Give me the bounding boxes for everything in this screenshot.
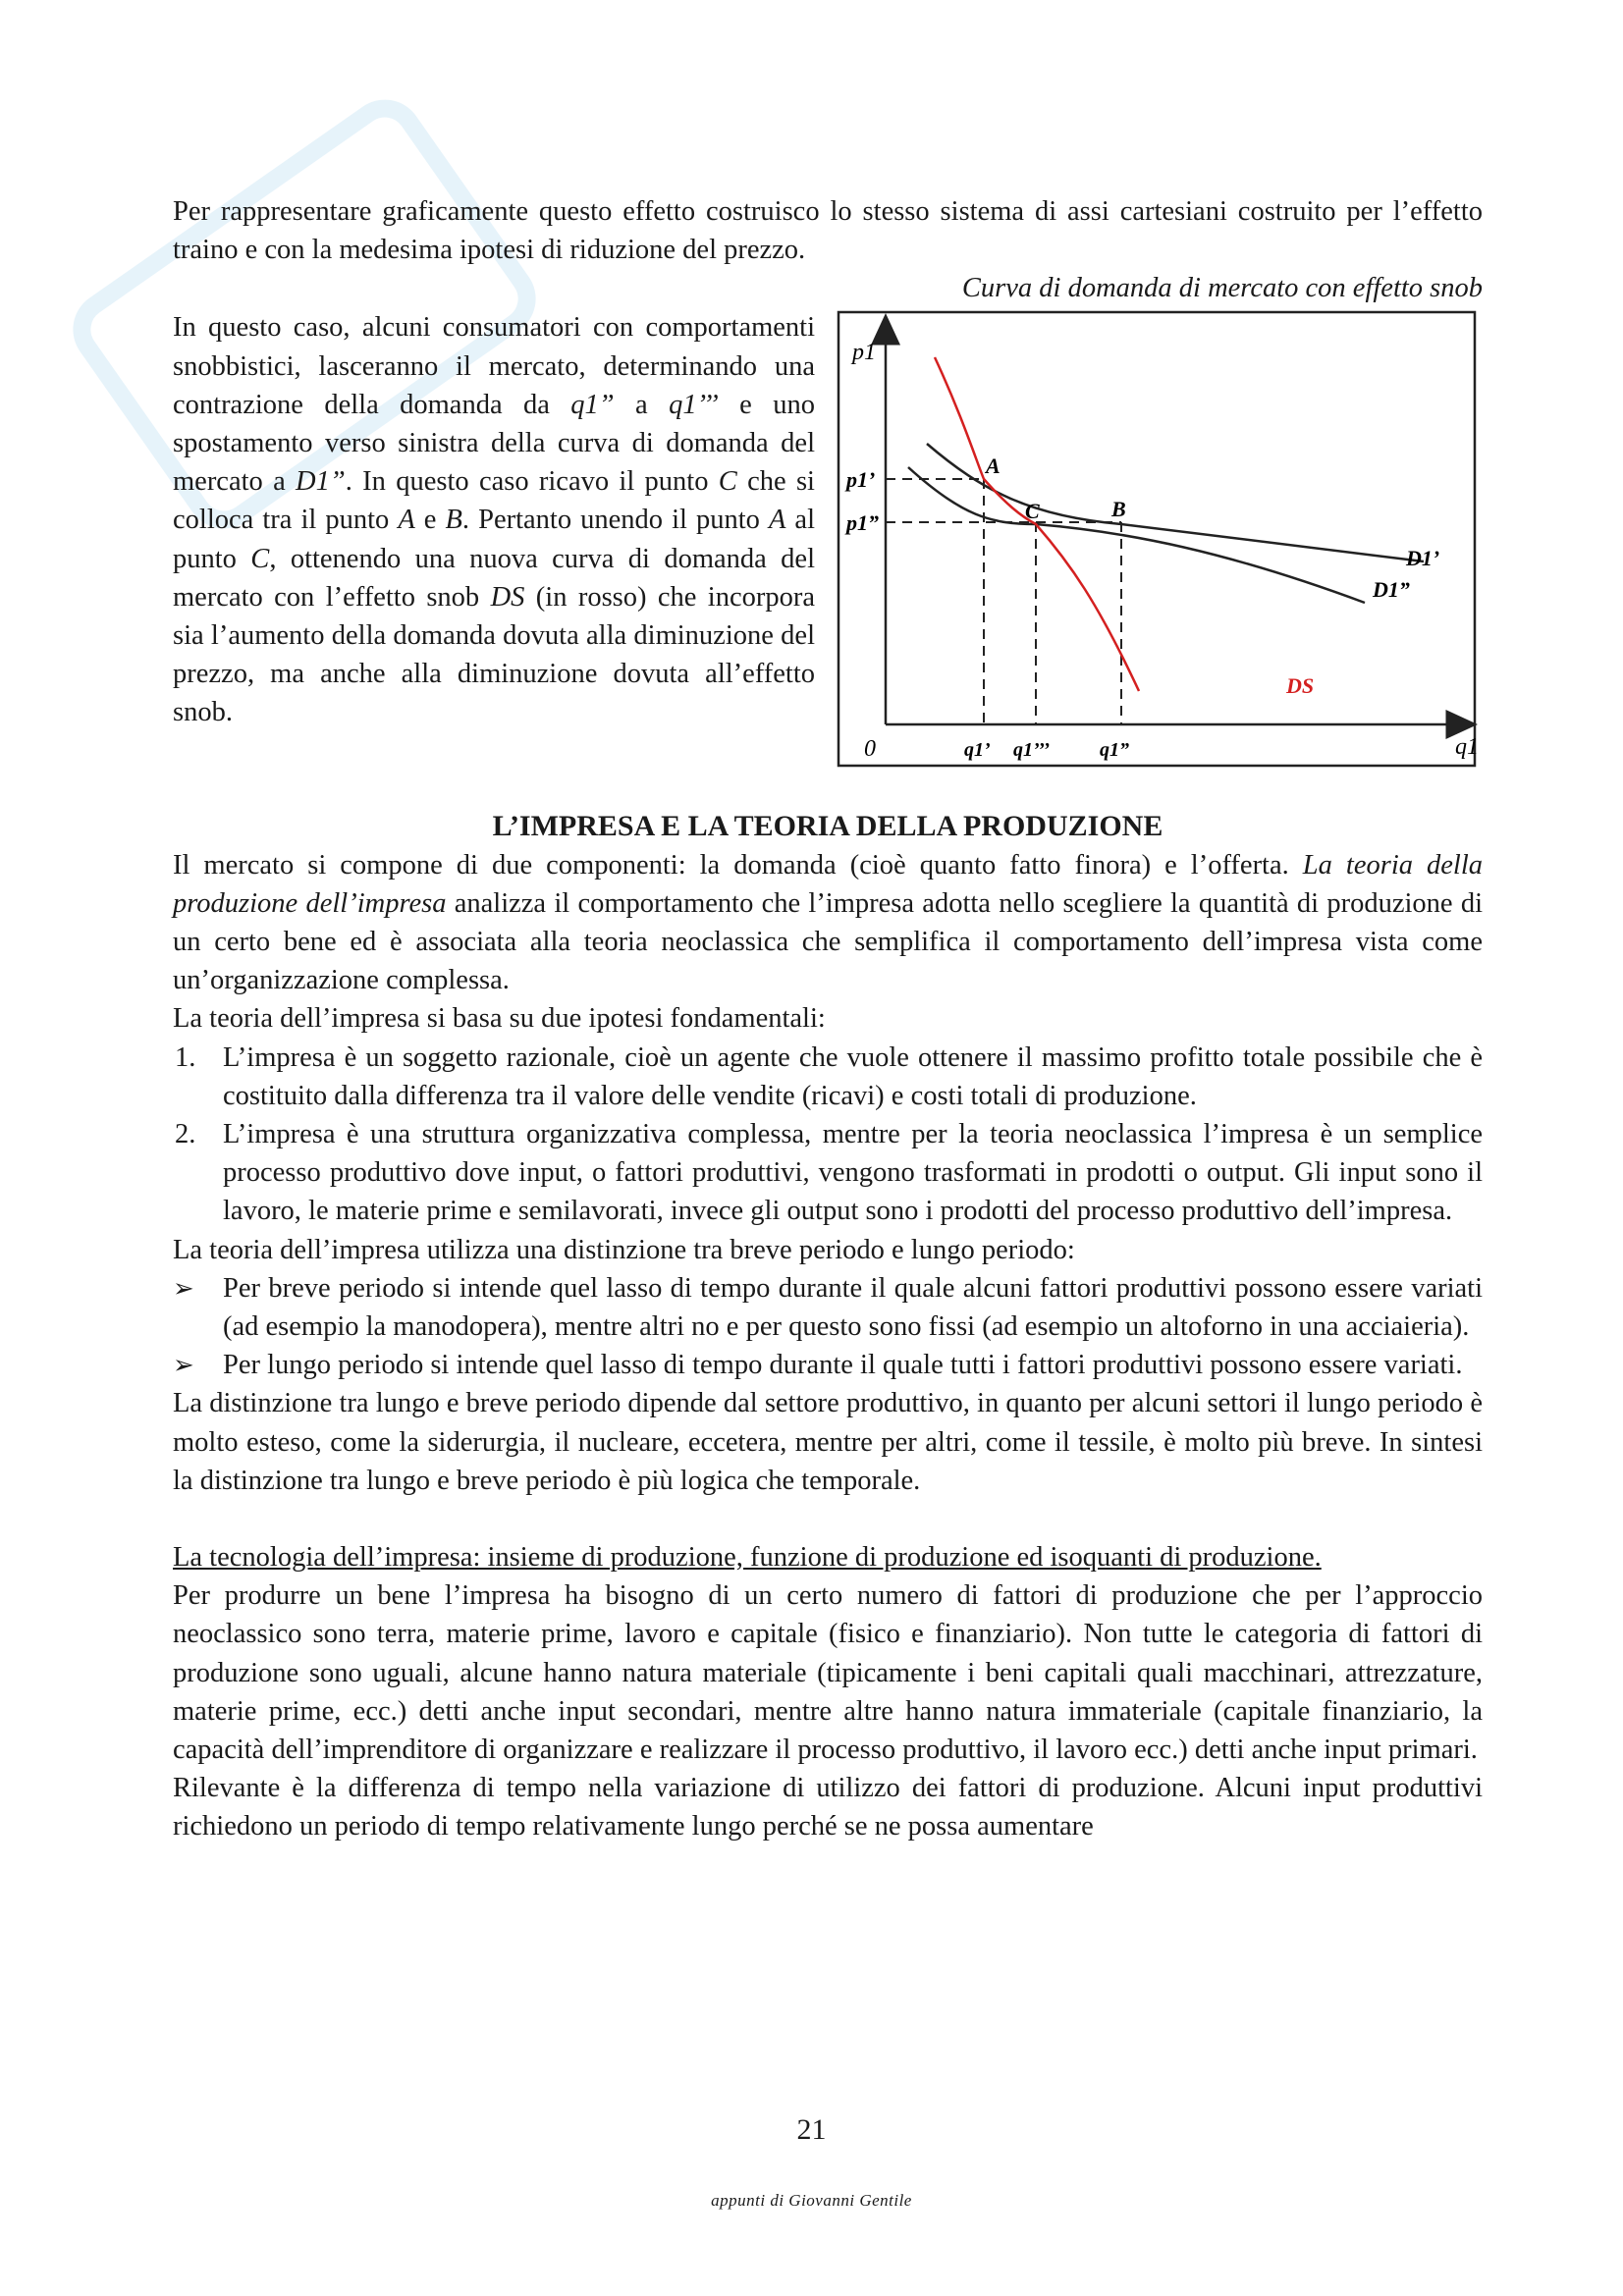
footer-signature: appunti di Giovanni Gentile: [711, 2191, 912, 2210]
price-label-p1second: p1”: [846, 510, 879, 536]
hypotheses-list: [173, 1039, 1483, 1231]
curve-d1-second: [908, 467, 1365, 603]
periods-list: [173, 1269, 1483, 1385]
curve-label-d1-second: D1”: [1373, 577, 1410, 603]
arrow-bullet-icon: ➢: [173, 1351, 194, 1380]
curve-label-ds: DS: [1286, 673, 1315, 699]
y-axis-label: p1: [852, 340, 876, 366]
curve-label-d1-prime: D1’: [1406, 546, 1440, 571]
point-label-c: C: [1025, 499, 1040, 524]
arrow-bullet-icon: ➢: [173, 1273, 194, 1303]
paragraph-period-distinction: La distinzione tra lungo e breve periodo dipende dal settore produttivo, in quanto per alcuni settori il lungo periodo è molto esteso, come la siderurgia, il nucleare, eccetera, mentre per altri, come il tessile, è molto più breve. In sintesi la distinzione tra lungo e breve periodo è più logica che temporale.: [173, 1388, 1483, 1496]
curve-d1-prime: [927, 444, 1424, 561]
chart-svg: [835, 308, 1479, 770]
page-body: [173, 192, 1483, 1846]
quantity-label-q1second: q1”: [1100, 739, 1129, 762]
page-number: 21: [796, 2113, 827, 2146]
chart-frame: [839, 312, 1475, 766]
paragraph-periods-intro: La teoria dell’impresa utilizza una distinzione tra breve periodo e lungo periodo:: [173, 1234, 1075, 1265]
snob-effect-chart: [835, 308, 1479, 770]
subheading-technology: La tecnologia dell’impresa: insieme di produzione, funzione di produzione ed isoquanti di produzione.: [173, 1542, 1322, 1574]
intro-paragraph: Per rappresentare graficamente questo effetto costruisco lo stesso sistema di assi cartesiani costruito per l’effetto traino e con la medesima ipotesi di riduzione del prezzo.: [173, 196, 1483, 266]
origin-label: 0: [864, 736, 876, 763]
figure-caption: Curva di domanda di mercato con effetto snob: [961, 273, 1483, 304]
section-title: L’IMPRESA E LA TEORIA DELLA PRODUZIONE: [492, 810, 1163, 843]
paragraph-time-difference: Rilevante è la differenza di tempo nella variazione di utilizzo dei fattori di produzione. Alcuni input produttivi richiedono un periodo di tempo relativamente lungo perché se ne possa aumentare: [173, 1773, 1483, 1842]
figure-description: In questo caso, alcuni consumatori con comportamenti snobbistici, lasceranno il mercato, determinando una contrazione della domanda da q1” a q1’’’ e uno spostamento verso sinistra della curva di domanda del mercato a D1”. In questo caso ricavo il punto C che si colloca tra il punto A e B. Pertanto unendo il punto A al punto C, ottenendo una nuova curva di domanda del mercato con l’effetto snob DS (in rosso) che incorpora sia l’aumento della domanda dovuta alla diminuzione del prezzo, ma anche alla diminuzione dovuta all’effetto snob.: [173, 312, 816, 728]
paragraph-production-factors: Per produrre un bene l’impresa ha bisogno di un certo numero di fattori di produzione che per l’approccio neoclassico sono terra, materie prime, lavoro e capitale (fisico e finanziario). Non tutte le categoria di fattori di produzione sono uguali, alcune hanno natura materiale (tipicamente i beni capitali quali macchinari, attrezzature, materie prime, ecc.) detti anche input secondari, mentre altre hanno natura immateriale (capitale finanziario, la capacità dell’imprenditore di organizzare e realizzare il processo produttivo, il lavoro ecc.) detti anche input primari.: [173, 1580, 1483, 1766]
spacer: [173, 1500, 1483, 1538]
list-item: ➢ Per breve periodo si intende quel lasso di tempo durante il quale alcuni fattori produttivi possono essere variati (ad esempio la manodopera), mentre altri no e per questo sono fissi (ad esempio un altoforno in una acciaieria).: [173, 1269, 1483, 1346]
figure-row: [173, 269, 1483, 807]
x-axis-label: q1: [1455, 734, 1479, 761]
paragraph-market: Il mercato si compone di due componenti: la domanda (cioè quanto fatto finora) e l’offerta. La teoria della produzione dell’impresa analizza il comportamento che l’impresa adotta nello scegliere la quantità di produzione di un certo bene ed è associata alla teoria neoclassica che semplifica il comportamento dell’impresa vista come un’organizzazione complessa.: [173, 849, 1483, 996]
list-item: 2. L’impresa è una struttura organizzativa complessa, mentre per la teoria neoclassica l’impresa è un semplice processo produttivo dove input, o fattori produttivi, vengono trasformati in prodotti o output. Gli input sono il lavoro, le materie prime e semilavorati, invece gli output sono i prodotti del processo produttivo dell’impresa.: [175, 1119, 1483, 1227]
point-label-b: B: [1111, 497, 1126, 522]
point-label-a: A: [986, 454, 1001, 479]
quantity-label-q1prime: q1’: [964, 739, 991, 762]
list-item: 1. L’impresa è un soggetto razionale, cioè un agente che vuole ottenere il massimo profitto totale possibile che è costituito dalla differenza tra il valore delle vendite (ricavi) e costi totali di produzione.: [175, 1041, 1483, 1111]
paragraph-hypotheses-intro: La teoria dell’impresa si basa su due ipotesi fondamentali:: [173, 1003, 826, 1035]
quantity-label-q1third: q1’’’: [1013, 739, 1051, 762]
list-item: ➢ Per lungo periodo si intende quel lasso di tempo durante il quale tutti i fattori produttivi possono essere variati.: [173, 1346, 1483, 1384]
price-label-p1prime: p1’: [846, 467, 876, 493]
